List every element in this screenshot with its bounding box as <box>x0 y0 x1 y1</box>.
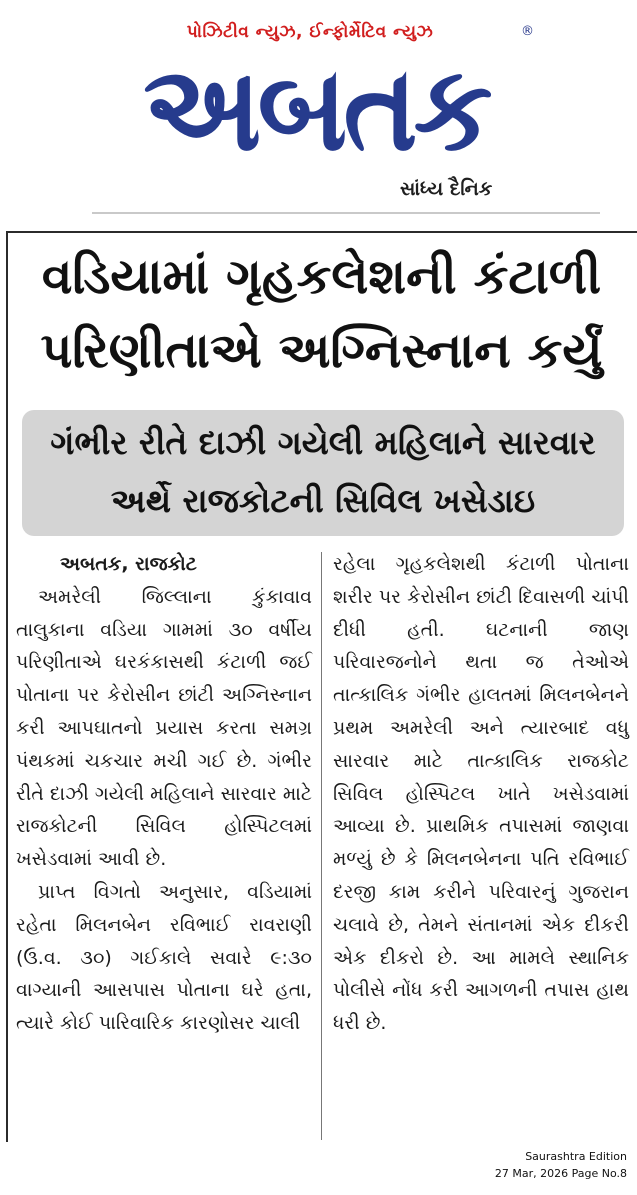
page-footer <box>495 1148 627 1182</box>
body-paragraph-2: પ્રાપ્ત વિગતો અનુસાર, વડિયામાં રહેતા મિલનબેન રવિભાઈ રાવરાણી (ઉ.વ. ૩૦) ગઈકાલે સવારે ૯:૩૦ વાગ્યાની આસપાસ પોતાના ઘરે હતા, ત્યારે કોઈ પારિવારિક કારણોસર ચાલી <box>16 880 312 1035</box>
column-divider <box>321 552 322 1140</box>
masthead <box>0 0 637 222</box>
registered-mark: ® <box>521 24 534 39</box>
article-left-rule <box>6 232 8 1142</box>
body-paragraph-1: અમરેલી જિલ્લાના કુંકાવાવ તાલુકાના વડિયા ગામમાં ૩૦ વર્ષીય પરિણીતાએ ઘરકંકાસથી કંટાળી જઈ પોતાના પર કેરોસીન છાંટી અગ્નિસ્નાન કરી આપઘાતનો પ્રયાસ કરતા સમગ્ર પંથકમાં ચકચાર મચી ગઈ છે. ગંભીર રીતે દાઝી ગયેલી મહિલાને સારવાર માટે રાજકોટની સિવિલ હોસ્પિટલમાં ખસેડવામાં આવી છે. <box>16 585 312 871</box>
headline <box>14 240 629 388</box>
article-column-right <box>333 548 629 1040</box>
article-column-left <box>16 548 312 1040</box>
subbrand: સાંધ્ય દૈનિક <box>400 178 493 200</box>
subhead <box>22 414 624 530</box>
subhead-line-1: ગંભીર રીતે દાઝી ગયેલી મહિલાને સારવાર <box>50 423 596 462</box>
article-top-rule <box>6 231 637 233</box>
masthead-rule <box>92 212 600 214</box>
subhead-line-2: અર્થે રાજકોટની સિવિલ ખસેડાઇ <box>110 481 536 520</box>
tagline: પોઝિટીવ ન્યુઝ, ઈન્ફોર્મેટિવ ન્યુઝ <box>186 22 434 42</box>
logo: અબતક <box>143 40 489 178</box>
date-page-label: 27 Mar, 2026 Page No.8 <box>494 1167 627 1180</box>
body-paragraph-3: રહેલા ગૃહકલેશથી કંટાળી પોતાના શરીર પર કેરોસીન છાંટી દિવાસળી ચાંપી દીધી હતી. ઘટનાની જાણ પરિવારજનોને થતા જ તેઓએ તાત્કાલિક ગંભીર હાલતમાં મિલનબેનને પ્રથમ અમરેલી અને ત્યારબાદ વધુ સારવાર માટે તાત્કાલિક રાજકોટ સિવિલ હોસ્પિટલ ખાતે ખસેડવામાં આવ્યા છે. પ્રાથમિક તપાસમાં જાણવા મળ્યું છે કે મિલનબેનના પતિ રવિભાઈ દરજી કામ કરીને પરિવારનું ગુજરાન ચલાવે છે, તેમને સંતાનમાં એક દીકરી એક દીકરો છે. આ મામલે સ્થાનિક પોલીસે નોંધ કરી આગળની તપાસ હાથ ધરી છે. <box>333 553 629 1035</box>
headline-line-2: પરિણીતાએ અગ્નિસ્નાન કર્યું <box>40 322 603 379</box>
headline-line-1: વડિયામાં ગૃહકલેશની કંટાળી <box>41 248 602 305</box>
edition-label: Saurashtra Edition <box>525 1150 627 1163</box>
dateline: અબતક, રાજકોટ <box>60 553 197 575</box>
